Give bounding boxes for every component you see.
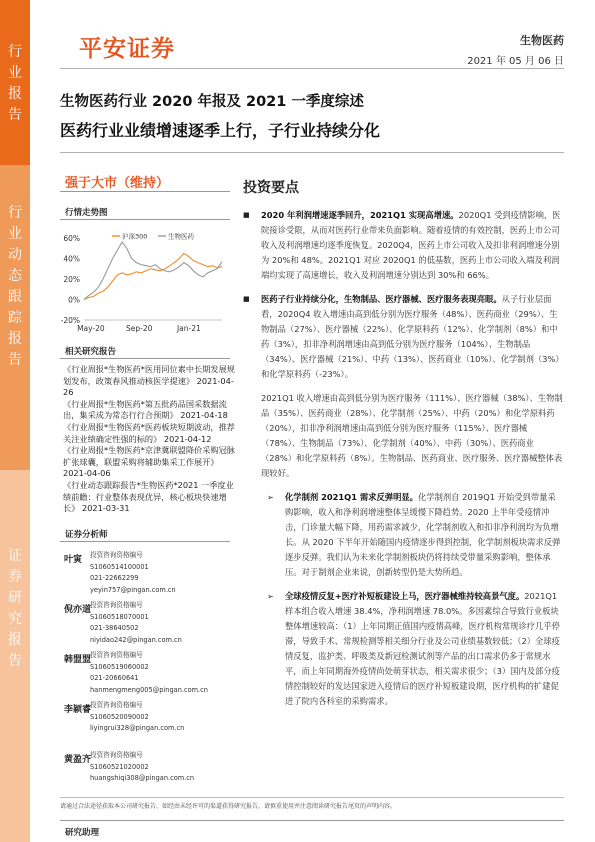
- y-tick-label: 60%: [63, 234, 80, 243]
- report-title: 医药行业业绩增速逐季上行，子行业持续分化: [60, 121, 381, 140]
- disclaimer: 请通过合法途径获取本公司研究报告，如经由未经许可的渠道获得研究报告，请慎重使用并注意阅读研究报告尾页的声明内容。: [60, 803, 397, 810]
- y-tick-label: -20%: [60, 316, 80, 325]
- band-char: 告: [8, 352, 22, 368]
- analysts-label: 证券分析师: [65, 530, 108, 540]
- related-report-date: 2021-04-18: [177, 410, 228, 421]
- analysts-divider: [60, 541, 230, 542]
- analyst-info: [90, 750, 194, 785]
- sub-bullet-text: 2021Q1 样本组合收入增速 38.4%，净利润增速 78.0%。多因素综合导致行业板块整体增速较高：（1）上年同期正值国内疫情高峰，医疗机构常规诊疗几乎停滞，导致手术、常规检测等相关细分行业及公司业绩基数较低；（2）全球疫情反复，监护类、呼吸类及新冠检测试剂等产品的出口需求仍多于常规水平，而上年同期海外疫情尚处萌芽状态，相关需求很少；（3）国内及部分疫情控制较好的发达国家进入疫情后的医疗补短板建设期，医疗机构的扩建促进了院内各科室的采购需求。: [285, 591, 560, 706]
- rating-divider: [60, 191, 230, 192]
- analyst-phone: 021-22662299: [90, 574, 139, 583]
- bullet-heading: 2020 年利润增速逐季回升，2021Q1 实现高增速。: [261, 210, 459, 220]
- band-char: 行: [8, 44, 22, 60]
- band-char: 踪: [8, 310, 22, 326]
- analyst-role: 投资咨询资格编号: [90, 651, 143, 659]
- chart-label-divider: [60, 219, 230, 220]
- x-tick-label: Sep-20: [126, 324, 153, 333]
- band-char: 券: [8, 569, 22, 585]
- band-char: 研: [8, 590, 22, 606]
- related-report-date: 2021-03-31: [79, 503, 130, 514]
- bullet-profit-growth: [243, 208, 564, 283]
- y-tick-label: 40%: [63, 254, 80, 264]
- related-report-item: [63, 422, 235, 445]
- analyst-license: S1060520090002: [90, 712, 149, 721]
- related-report-item: [63, 480, 235, 515]
- analyst-license: S1060514100001: [90, 562, 149, 571]
- related-report-date: 2021-04-26: [63, 375, 234, 398]
- analyst-role: 投资咨询资格编号: [90, 601, 143, 609]
- band-char: 动: [8, 247, 22, 263]
- analyst-role: 投资咨询资格编号: [90, 701, 143, 709]
- market-trend-chart: [60, 228, 230, 338]
- analyst-email: hanmengmeng005@pingan.com.cn: [90, 685, 208, 694]
- analyst-name: 倪亦道: [64, 605, 92, 615]
- band-text: [0, 42, 30, 126]
- analysts-list: [60, 548, 232, 798]
- band-char: 业: [8, 226, 22, 242]
- arrow-bullet-icon: ➢: [267, 592, 274, 601]
- related-report-title: 《行业动态跟踪报告*生物医药*2021 一季度业绩前瞻：行业整体表现优异，核心板块快速增长》: [63, 479, 234, 514]
- analyst-email: yeyin757@pingan.com.cn: [90, 585, 176, 594]
- analyst-name: 韩盟盟: [64, 655, 92, 665]
- related-reports-divider: [60, 358, 230, 359]
- band-char: 报: [8, 632, 22, 648]
- band-char: 证: [8, 548, 22, 564]
- band-char: 究: [8, 611, 22, 627]
- analyst-license: S1060518070001: [90, 612, 149, 621]
- related-report-title: 《行业周报*生物医药*医用同位素中长期发展规划发布，政策春风推动核医学提速》: [63, 364, 235, 386]
- analyst-role: 投资咨询资格编号: [90, 751, 143, 759]
- analyst-info: [90, 700, 184, 735]
- bullet-heading: 医药子行业持续分化，生物制品、医疗器械、医疗服务表现亮眼。: [261, 294, 502, 304]
- sub-bullet-chemical-drugs: [243, 490, 564, 580]
- bullet-text: 从子行业层面看，2020Q4 收入增速由高到低分别为医疗服务（48%）、医药商业（29%）、生物制品（27%）、医疗器械（22%）、化学原料药（12%）、化学制剂（8%）和中药（3%），扣非净利润增速由高到低分别为医疗服务（104%）、生物制品（34%）、医疗器械（21%）、中药（13%）、医药商业（10%）、化学制剂（3%）和化学原料药（-23%）。: [261, 294, 564, 379]
- analyst-entry: [60, 598, 232, 648]
- analyst-phone: 021-38640502: [90, 624, 139, 633]
- analyst-name: 叶寅: [64, 555, 83, 565]
- rating: 强于大市（维持）: [65, 176, 170, 191]
- arrow-bullet-icon: ➢: [267, 493, 274, 502]
- footer-divider: [60, 820, 564, 821]
- header-divider: [60, 68, 564, 69]
- related-report-item: [63, 364, 235, 399]
- band-text: [0, 546, 30, 672]
- related-reports-label: 相关研究报告: [65, 347, 117, 357]
- sub-bullet-medical-devices: [243, 589, 564, 709]
- y-tick-label: 0%: [68, 295, 80, 305]
- analyst-email: niyidao242@pingan.com.cn: [90, 635, 182, 644]
- related-report-item: [63, 399, 235, 422]
- band-char: 告: [8, 653, 22, 669]
- analyst-email: huangshiqi308@pingan.com.cn: [90, 774, 195, 783]
- x-tick-label: Jan-21: [176, 324, 201, 333]
- analyst-info: [90, 600, 182, 646]
- report-subtitle: 生物医药行业 2020 年报及 2021 一季度综述: [60, 94, 364, 110]
- analyst-name: 黄盈齐: [64, 755, 92, 765]
- related-report-date: 2021-04-06: [63, 468, 111, 479]
- analyst-phone: 021-20660641: [90, 674, 139, 683]
- related-report-date: 2021-04-12: [161, 433, 212, 444]
- bullet-text: 2020Q1 受到疫情影响，医院接诊受限，从而对医药行业带来负面影响。随着疫情的有效控制，医药上市公司收入及利润增速均逐季度恢复。2020Q4，医药上市公司收入及扣非利润增速分别为 20%和 48%。2021Q1 对应 2020Q1 的低基数，医药上市公司收入端及利润端均实现了高速增长，收入及利润增速分别达到 30%和 66%。: [261, 210, 561, 280]
- report-date: 2021 年 05 月 06 日: [467, 56, 564, 67]
- research-assistant-label: 研究助理: [65, 828, 100, 838]
- band-char: 跟: [8, 289, 22, 305]
- related-report-title: 《行业周报*生物医药*第五批药品国采数据流出，集采成为常态行行合预期》: [63, 398, 227, 421]
- related-report-title: 《行业周报*生物医药*京津冀联盟降价采购冠脉扩张球囊，联盟采购将辅助集采工作展开》: [63, 445, 235, 467]
- investment-highlights: [243, 208, 564, 718]
- analyst-role: 投资咨询资格编号: [90, 551, 143, 559]
- sub-bullet-text: 化学制剂自 2019Q1 开始受到带量采购影响，收入和净利润增速整体呈缓慢下降趋势。2020 上半年受疫情冲击，门诊量大幅下降，用药需求减少，化学制剂收入和扣非净利润均为负增长。从 2020 下半年开始随国内疫情逐步得到控制，化学制剂板块需求反弹逐步反弹。我们认为未来化学制剂板块仍将持续受带量采购影响，整体承压。对于制剂企业来说，创新转型仍是大势所趋。: [285, 492, 561, 577]
- band-char: 报: [8, 86, 22, 102]
- industry-category: 生物医药: [520, 34, 564, 47]
- pingan-logo: 平安证券: [79, 36, 175, 62]
- band-text: [0, 203, 30, 371]
- analyst-entry: [60, 648, 232, 698]
- x-tick-label: May-20: [77, 324, 105, 333]
- band-char: 态: [8, 268, 22, 284]
- related-reports-list: [63, 364, 235, 515]
- footer-top-divider: [60, 797, 564, 798]
- y-tick-label: 20%: [63, 275, 80, 284]
- band-char: 报: [8, 331, 22, 347]
- series-line-biomedicine: [84, 242, 222, 299]
- square-bullet-icon: ■: [243, 211, 250, 219]
- analyst-info: [90, 550, 176, 596]
- band-report-subtype: [0, 165, 30, 470]
- square-bullet-icon: ■: [243, 295, 250, 303]
- section-title: 投资要点: [243, 180, 299, 196]
- band-report-type: [0, 0, 30, 165]
- related-report-title: 《行业周报*生物医药*医药板块短期波动，推荐关注业绩确定性强的标的》: [63, 421, 235, 444]
- analyst-license: S1060519060002: [90, 662, 149, 671]
- related-report-item: [63, 445, 235, 480]
- sub-bullet-heading: 全球疫情反复+医疗补短板建设上马，医疗器械维持较高景气度。: [285, 591, 525, 601]
- analyst-license: S1060521020002: [90, 762, 149, 771]
- analyst-name: 李颖睿: [64, 705, 92, 715]
- analyst-info: [90, 650, 208, 696]
- paragraph-q1-growth: 2021Q1 收入增速由高到低分别为医疗服务（111%）、医疗器械（38%）、生物制品（35%）、医药商业（28%）、化学制剂（25%）、中药（20%）和化学原料药（20%），扣非净利润增速由高到低分别为医疗服务（115%）、医疗器械（78%）、生物制品（73%）、化学制剂（40%）、中药（30%）、医药商业（28%）和化学原料药（8%）。生物制品、医药商业、医疗服务、医疗器械整体表现较好。: [261, 393, 563, 478]
- band-char: 业: [8, 65, 22, 81]
- band-char: 行: [8, 205, 22, 221]
- analyst-entry: [60, 748, 232, 798]
- sub-bullet-heading: 化学制剂 2021Q1 需求反弹明显。: [285, 492, 418, 502]
- analyst-entry: [60, 698, 232, 748]
- chart-section-label: 行情走势图: [65, 208, 108, 218]
- analyst-entry: [60, 548, 232, 598]
- bullet-subsector-divergence: [243, 292, 564, 382]
- band-securities-research: [0, 470, 30, 842]
- legend-label: 生物医药: [168, 232, 194, 241]
- band-char: 告: [8, 107, 22, 123]
- legend-label: 沪深300: [122, 232, 148, 241]
- title-divider: [60, 152, 564, 153]
- analyst-email: liyingrui328@pingan.com.cn: [90, 724, 185, 733]
- side-band: [0, 0, 30, 842]
